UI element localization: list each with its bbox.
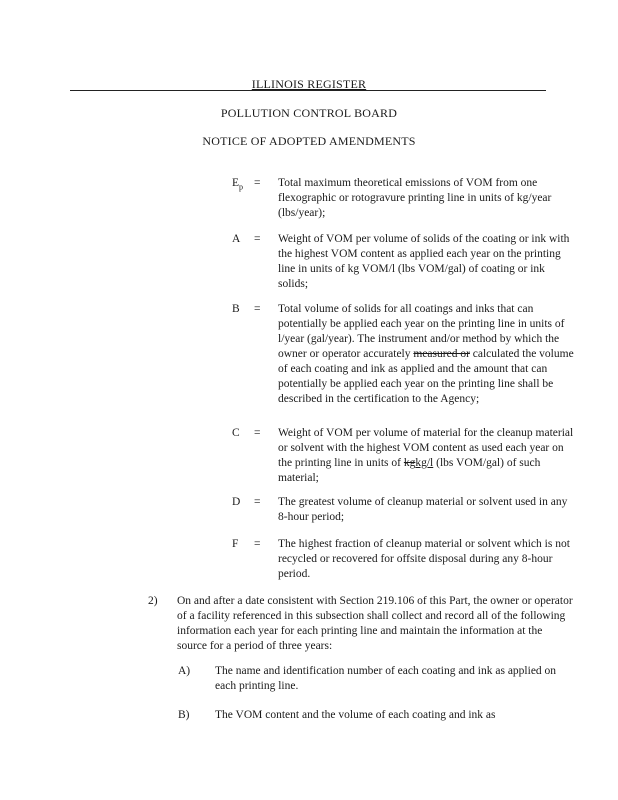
board-name: POLLUTION CONTROL BOARD xyxy=(220,106,398,120)
definition-text: The highest fraction of cleanup material or solvent which is not recycled or recovered for offsite disposal during any 8-hour period. xyxy=(278,538,570,580)
notice-title: NOTICE OF ADOPTED AMENDMENTS xyxy=(202,134,416,148)
definition-symbol: A xyxy=(232,233,241,245)
equals-sign: = xyxy=(254,177,261,189)
subitem-text: The VOM content and the volume of each coating and ink as xyxy=(215,709,496,721)
definition-symbol: C xyxy=(232,427,240,439)
definition-text: Weight of VOM per volume of solids of the coating or ink with the highest VOM content as applied each year on the printing line in units of kg VOM/l (lbs VOM/gal) of coating or ink solids; xyxy=(278,233,570,290)
equals-sign: = xyxy=(254,233,261,245)
struck-text: kg xyxy=(403,457,416,469)
subitem-text: The name and identification number of each coating and ink as applied on each printing line. xyxy=(215,665,557,692)
item-text: On and after a date consistent with Section 219.106 of this Part, the owner or operator of a facility referenced in this subsection shall collect and record all of the following information each year for each printing line and maintain the information at the source for a period of three years: xyxy=(177,595,573,652)
item-number: 2) xyxy=(148,595,158,607)
definition-text: The greatest volume of cleanup material or solvent used in any 8-hour period; xyxy=(278,496,568,523)
definition-text: Total volume of solids for all coatings and inks that can potentially be applied each year on the printing line in units of l/year (gal/year). The instrument and/or method by which the owner or operator accurately measured or calculated the volume of each coating and ink as applied and the amount that can potentially be applied each year on the printing line shall be described in the certification to the Agency; xyxy=(278,303,574,405)
equals-sign: = xyxy=(254,496,261,508)
definition-text: Weight of VOM per volume of material for the cleanup material or solvent with the highest VOM content as used each year on the printing line in units of kgkg/l (lbs VOM/gal) of such material; xyxy=(278,427,574,484)
subitem-number: B) xyxy=(178,709,190,721)
equals-sign: = xyxy=(254,303,261,315)
register-title: ILLINOIS REGISTER xyxy=(251,77,367,91)
definition-symbol: D xyxy=(232,496,241,508)
equals-sign: = xyxy=(254,427,261,439)
definition-symbol: $E_p$ xyxy=(232,177,244,192)
struck-text: measured or xyxy=(413,348,470,360)
definition-symbol: F xyxy=(232,538,239,550)
equals-sign: = xyxy=(254,538,261,550)
header-rule xyxy=(70,90,546,91)
inserted-text: kg/l xyxy=(415,457,434,469)
definition-symbol: B xyxy=(232,303,240,315)
definition-text: Total maximum theoretical emissions of VOM from one flexographic or rotogravure printing line in units of kg/year (lbs/year); xyxy=(278,177,552,219)
subitem-number: A) xyxy=(178,665,191,677)
